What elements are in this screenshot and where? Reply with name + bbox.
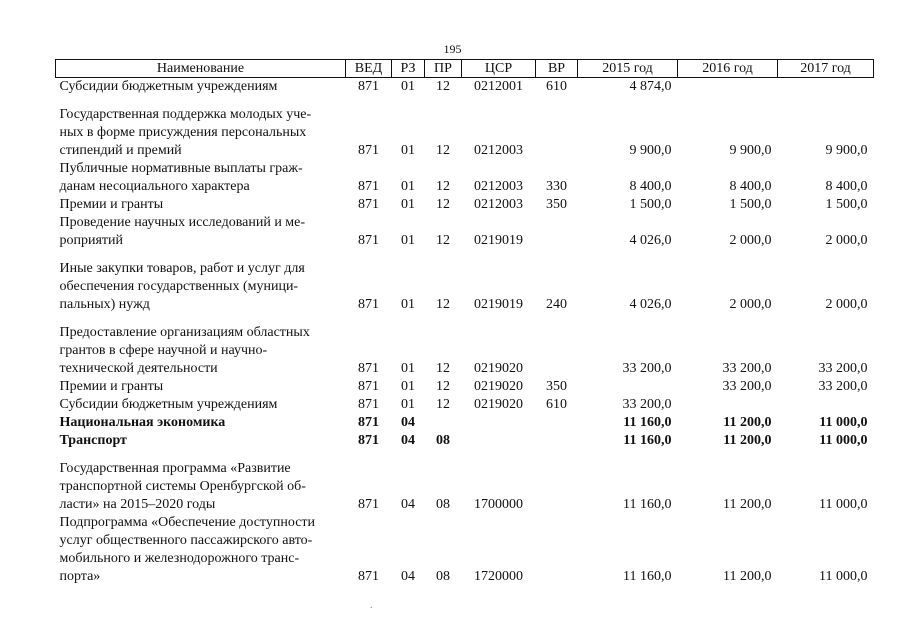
table-row <box>56 214 874 250</box>
row-2015: 33 200,0 <box>622 361 672 376</box>
row-2016: 11 200,0 <box>723 415 772 430</box>
table-row <box>56 314 874 378</box>
row-2016: 9 900,0 <box>729 143 772 158</box>
row-rz: 04 <box>401 415 415 430</box>
row-2015: 33 200,0 <box>622 397 672 412</box>
row-vr: 610 <box>546 397 567 412</box>
row-vr: 350 <box>546 379 567 394</box>
row-2016: 2 000,0 <box>729 297 772 312</box>
row-rz: 01 <box>401 179 415 194</box>
row-csr <box>462 432 536 450</box>
row-rz: 01 <box>401 397 415 412</box>
row-csr: 0219020 <box>474 361 523 376</box>
row-ved: 871 <box>358 143 379 158</box>
row-2015: 4 026,0 <box>629 297 672 312</box>
row-csr <box>462 414 536 432</box>
row-name: Предоставление организациям областных грантов в сфере научной и научно- технической деятельности <box>59 325 310 376</box>
row-pr: 12 <box>436 79 450 94</box>
table-row <box>56 160 874 196</box>
row-rz: 04 <box>401 433 415 448</box>
row-csr: 0212003 <box>474 197 523 212</box>
row-pr: 12 <box>436 197 450 212</box>
row-pr: 12 <box>436 397 450 412</box>
row-2016: 8 400,0 <box>729 179 772 194</box>
row-pr: 12 <box>436 379 450 394</box>
row-2015: 8 400,0 <box>629 179 672 194</box>
row-ved: 871 <box>358 415 379 430</box>
page-number: 195 <box>443 42 462 56</box>
row-csr: 0219019 <box>474 233 523 248</box>
table-row <box>56 450 874 514</box>
budget-table <box>55 59 874 586</box>
row-name: Иные закупки товаров, работ и услуг для обеспечения государственных (муници- пальных) нужд <box>59 261 305 312</box>
row-2017 <box>778 396 874 414</box>
row-ved: 871 <box>358 361 379 376</box>
row-2015: 11 160,0 <box>623 415 672 430</box>
row-2017: 2 000,0 <box>825 297 868 312</box>
row-2017: 11 000,0 <box>819 569 868 584</box>
row-2016 <box>678 396 778 414</box>
row-name: Государственная программа «Развитие транспортной системы Оренбургской об- ласти» на 2015–2020 годы <box>59 461 306 512</box>
row-2015: 4 026,0 <box>629 233 672 248</box>
row-csr: 0219020 <box>474 397 523 412</box>
row-ved: 871 <box>358 233 379 248</box>
row-vr: 350 <box>546 197 567 212</box>
row-vr <box>536 432 578 450</box>
row-2016 <box>678 78 778 97</box>
row-pr <box>425 414 462 432</box>
row-2017: 8 400,0 <box>825 179 868 194</box>
table-body <box>56 78 874 587</box>
row-vr <box>536 414 578 432</box>
row-2015: 1 500,0 <box>629 197 672 212</box>
row-2016: 33 200,0 <box>722 361 772 376</box>
row-ved: 871 <box>358 433 379 448</box>
row-ved: 871 <box>358 379 379 394</box>
row-2015: 4 874,0 <box>629 79 672 94</box>
header-2017: 2017 год <box>778 60 874 78</box>
row-rz: 01 <box>401 143 415 158</box>
row-2016: 11 200,0 <box>723 569 772 584</box>
row-name: Транспорт <box>59 433 127 448</box>
row-pr: 12 <box>436 233 450 248</box>
table-row <box>56 196 874 214</box>
row-ved: 871 <box>358 297 379 312</box>
row-csr: 0212003 <box>474 179 523 194</box>
row-ved: 871 <box>358 397 379 412</box>
row-csr: 0219020 <box>474 379 523 394</box>
row-name: Публичные нормативные выплаты граж- данам несоциального характера <box>59 161 303 194</box>
row-vr <box>536 450 578 514</box>
row-rz: 04 <box>401 569 415 584</box>
header-vr: ВР <box>536 60 578 78</box>
row-2017: 33 200,0 <box>818 379 868 394</box>
row-vr: 240 <box>546 297 567 312</box>
row-name: Субсидии бюджетным учреждениям <box>59 79 278 94</box>
row-pr: 12 <box>436 297 450 312</box>
row-name: Государственная поддержка молодых уче- ных в форме присуждения персональных стипендий и премий <box>59 107 312 158</box>
row-vr <box>536 96 578 160</box>
header-ved: ВЕД <box>346 60 392 78</box>
row-2016: 11 200,0 <box>723 433 772 448</box>
row-2015: 11 160,0 <box>623 569 672 584</box>
row-name: Национальная экономика <box>59 415 226 430</box>
row-name: Премии и гранты <box>59 197 164 212</box>
footer-mark: . <box>370 600 373 611</box>
table-row <box>56 78 874 97</box>
header-2015: 2015 год <box>578 60 678 78</box>
row-rz: 01 <box>401 233 415 248</box>
row-pr: 08 <box>436 497 450 512</box>
table-row <box>56 414 874 432</box>
row-ved: 871 <box>358 179 379 194</box>
row-2017 <box>778 78 874 97</box>
header-pr: ПР <box>425 60 462 78</box>
row-csr: 0212003 <box>474 143 523 158</box>
row-2017: 33 200,0 <box>818 361 868 376</box>
row-ved: 871 <box>358 197 379 212</box>
row-ved: 871 <box>358 79 379 94</box>
table-row <box>56 514 874 586</box>
row-rz: 01 <box>401 197 415 212</box>
row-2017: 11 000,0 <box>819 415 868 430</box>
row-ved: 871 <box>358 497 379 512</box>
table-row <box>56 378 874 396</box>
header-rz: РЗ <box>392 60 425 78</box>
table-row <box>56 96 874 160</box>
row-2015: 9 900,0 <box>629 143 672 158</box>
row-name: Подпрограмма «Обеспечение доступности услуг общественного пассажирского авто- мобильного и железнодорожного транс- порта» <box>59 515 316 584</box>
row-rz: 01 <box>401 79 415 94</box>
row-vr <box>536 214 578 250</box>
row-2016: 11 200,0 <box>723 497 772 512</box>
table-row <box>56 250 874 314</box>
row-rz: 01 <box>401 297 415 312</box>
row-csr: 1700000 <box>474 497 523 512</box>
row-ved: 871 <box>358 569 379 584</box>
row-2017: 9 900,0 <box>825 143 868 158</box>
row-pr: 08 <box>436 569 450 584</box>
table-row <box>56 432 874 450</box>
row-2016: 33 200,0 <box>722 379 772 394</box>
row-pr: 12 <box>436 179 450 194</box>
row-vr <box>536 314 578 378</box>
row-rz: 01 <box>401 379 415 394</box>
row-name: Проведение научных исследований и ме- роприятий <box>59 215 306 248</box>
row-2017: 1 500,0 <box>825 197 868 212</box>
row-2016: 2 000,0 <box>729 233 772 248</box>
row-rz: 04 <box>401 497 415 512</box>
header-csr: ЦСР <box>462 60 536 78</box>
table-header-row <box>56 60 874 78</box>
row-vr: 330 <box>546 179 567 194</box>
row-vr: 610 <box>546 79 567 94</box>
row-2015 <box>578 378 678 396</box>
row-2015: 11 160,0 <box>623 433 672 448</box>
row-csr: 0212001 <box>474 79 523 94</box>
row-2017: 2 000,0 <box>825 233 868 248</box>
row-name: Премии и гранты <box>59 379 164 394</box>
row-pr: 12 <box>436 361 450 376</box>
row-2015: 11 160,0 <box>623 497 672 512</box>
table-row <box>56 396 874 414</box>
row-vr <box>536 514 578 586</box>
row-pr: 12 <box>436 143 450 158</box>
row-2016: 1 500,0 <box>729 197 772 212</box>
row-csr: 1720000 <box>474 569 523 584</box>
row-csr: 0219019 <box>474 297 523 312</box>
row-2017: 11 000,0 <box>819 497 868 512</box>
header-name: Наименование <box>56 60 346 78</box>
row-name: Субсидии бюджетным учреждениям <box>59 397 278 412</box>
row-rz: 01 <box>401 361 415 376</box>
header-2016: 2016 год <box>678 60 778 78</box>
row-2017: 11 000,0 <box>819 433 868 448</box>
row-pr: 08 <box>436 433 450 448</box>
